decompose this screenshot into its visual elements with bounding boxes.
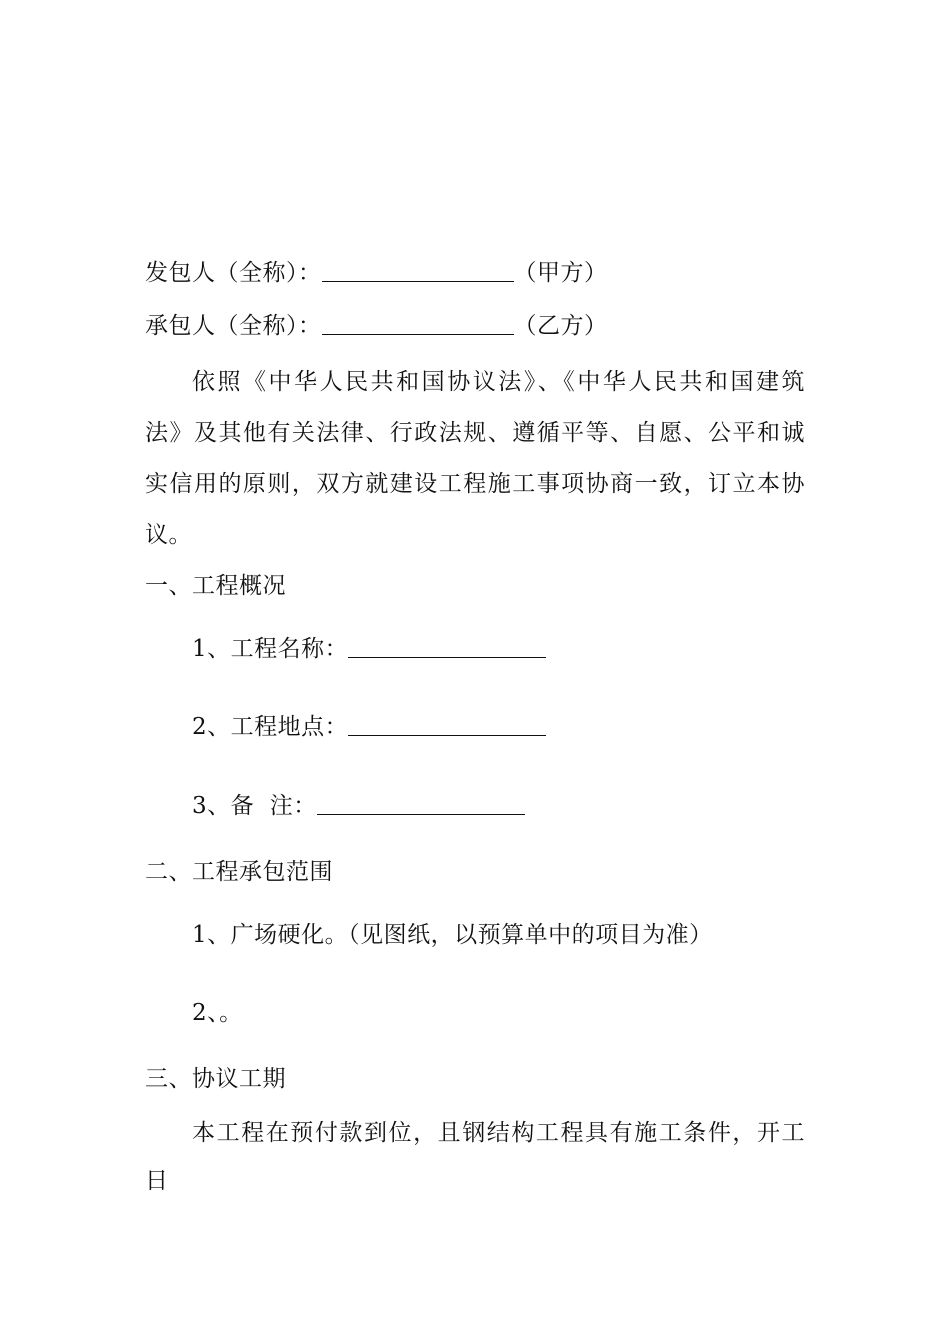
section2-heading: 二、工程承包范围 (145, 859, 333, 885)
party-b-line (145, 311, 608, 341)
preamble-line-3: 实信用的原则，双方就建设工程施工事项协商一致，订立本协 (145, 471, 805, 497)
party-b-suffix: （乙方） (513, 313, 608, 339)
party-a-suffix: （甲方） (513, 260, 608, 286)
section1-heading: 一、工程概况 (145, 573, 286, 599)
party-a-name-blank[interactable] (322, 259, 514, 282)
party-a-label: 发包人（全称）： (145, 260, 322, 286)
scope-item-2: 2、。 (192, 1000, 243, 1026)
project-name-label: 1、工程名称： (192, 636, 349, 662)
remarks-blank[interactable] (317, 792, 525, 815)
project-name-line (192, 634, 546, 664)
party-b-label: 承包人（全称）： (145, 313, 322, 339)
party-a-line (145, 258, 608, 288)
project-name-blank[interactable] (348, 635, 546, 658)
preamble-line-1: 依照《中华人民共和国协议法》、《中华人民共和国建筑 (192, 369, 805, 395)
section3-heading: 三、协议工期 (145, 1066, 286, 1092)
scope-item-1: 1、广场硬化。（见图纸，以预算单中的项目为准） (192, 922, 713, 948)
party-b-name-blank[interactable] (322, 312, 514, 335)
schedule-line-1: 本工程在预付款到位，且钢结构工程具有施工条件，开工 (192, 1120, 805, 1146)
remarks-line (192, 791, 525, 821)
project-location-label: 2、工程地点： (192, 714, 349, 740)
preamble-line-4: 议。 (145, 522, 192, 548)
project-location-line (192, 712, 546, 742)
schedule-line-2: 日 (145, 1168, 169, 1194)
project-location-blank[interactable] (348, 713, 546, 736)
preamble-line-2: 法》及其他有关法律、行政法规、遵循平等、自愿、公平和诚 (145, 420, 805, 446)
remarks-label: 3、备 注： (192, 793, 317, 819)
